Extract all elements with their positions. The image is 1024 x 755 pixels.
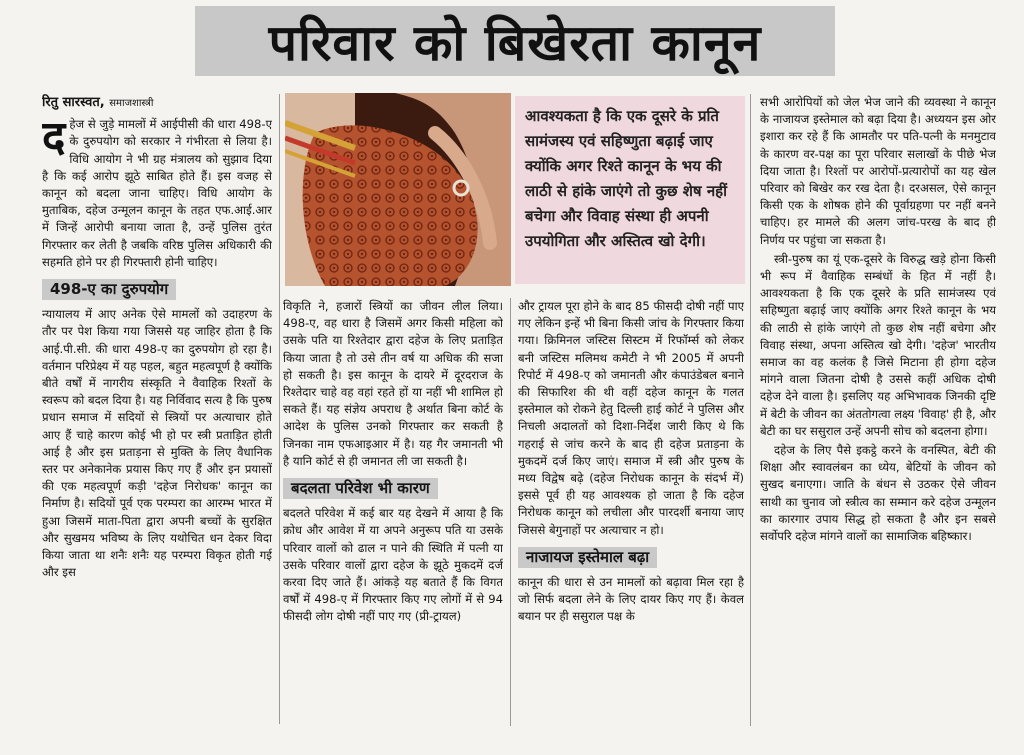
subhead-changing-environment: बदलता परिवेश भी कारण	[283, 478, 438, 499]
col2-paragraph-1: विकृति ने, हजारों स्त्रियों का जीवन लील लिया। 498-ए, वह धारा है जिसमें अगर किसी महिला को उसके पति या रिश्तेदार द्वारा दहेज के लिए प्रताड़ित किया जाता है तो उसे तीन वर्ष या अधिक की सजा हो सकती है। इस कानून के दायरे में दूरदराज के रिश्तेदार चाहे वह वहां रहते हों या नहीं भी शामिल हो सकते हैं। यह संज्ञेय अपराध है अर्थात बिना कोर्ट के आदेश के पुलिस उनको गिरफ्तार कर सकती है जिनका नाम एफआइआर में है। यह गैर जमानती भी है यानि कोर्ट से ही जमानत ली जा सकती है।	[283, 299, 503, 468]
column-3	[518, 298, 744, 728]
column-divider	[510, 298, 511, 726]
col1-paragraph-2: न्यायालय में आए अनेक ऐसे मामलों को उदाहरण के तौर पर पेश किया गया जिससे यह जाहिर होता है कि आई.पी.सी. की धारा 498-ए का दुरुपयोग हो रहा है। वर्तमान परिप्रेक्ष्य में यह पहल, बहुत महत्वपूर्ण है क्योंकि बीते वर्षों में नागरीय संस्कृति ने वैवाहिक रिश्तों के स्वरूप को बदल दिया है। यह निर्विवाद सत्य है कि पुरुष प्रधान समाज में सदियों से स्त्रियों पर अत्याचार होते आए हैं चाहे कारण कोई भी हो पर स्त्री प्रताड़ित होती आई है और इस प्रताड़ना से मुक्ति के लिए वैधानिक स्तर पर अनेकानेक प्रयास किए गए हैं और इन प्रयासों की एक महत्वपूर्ण कड़ी 'दहेज निरोधक' कानून का निर्माण है। सदियों पूर्व एक परम्परा का आरम्भ भारत में हुआ जिसमें माता-पिता द्वारा अपनी बच्चों के सुरक्षित और सुखमय भविष्य के लिए यथोचित धन देकर विदा किया जाता था शनैः शनैः यह परम्परा विकृत होती गई और इस	[42, 307, 272, 580]
column-1	[42, 94, 272, 734]
subhead-misuse: 498-ए का दुरुपयोग	[42, 279, 176, 300]
author-role: समाजशास्त्री	[109, 98, 154, 109]
article-headline: परिवार को बिखेरता कानून	[268, 14, 762, 72]
column-divider	[279, 94, 280, 724]
col4-paragraph-3: दहेज के लिए पैसे इकट्ठे करने के वनस्पित, बेटी की शिक्षा और स्वावलंबन का ध्येय, बेटियों के जीवन को सुखद बनाएगा। जाति के बंधन से उठकर ऐसे जीवन साथी का चुनाव जो स्त्रीत्व का सम्मान करे दहेज उन्मूलन का कारगार उपाय सिद्ध हो सकता है और इन सबसे सर्वोपरि दहेज मांगने वालों का सामाजिक बहिष्कार।	[760, 443, 996, 544]
bridal-hands-photo	[285, 93, 511, 286]
col3-paragraph-1: और ट्रायल पूरा होने के बाद 85 फीसदी दोषी नहीं पाए गए लेकिन इन्हें भी बिना किसी जांच के गिरफ्तार किया गया। क्रिमिनल जस्टिस सिस्टम में रिफॉर्म्स को लेकर बनी जस्टिस मलिमथ कमेटी ने भी 2005 में अपनी रिपोर्ट में 498-ए को जमानती और कंपाउंडेबल बनाने की सिफारिश की थी वहीं दहेज कानून के गलत इस्तेमाल को रोकने हेतु दिल्ली हाई कोर्ट ने पुलिस और निचली अदालतों को दिशा-निर्देश जारी किए थे कि गहराई से जांच करने के बाद ही दहेज प्रताड़ना के मुकदमें दर्ज किए जाएं। समाज में स्त्री और पुरुष के मध्य विद्वेष बढ़े (दहेज निरोधक कानून के संदर्भ में) इससे पूर्व ही यह आवश्यक हो जाता है कि दहेज निरोधक कानून को लचीला और पारदर्शी बनाया जाए जिससे बेगुनाहों पर अत्याचार न हो।	[518, 299, 744, 537]
column-4	[760, 94, 996, 734]
photo-illustration	[285, 93, 511, 286]
pull-quote: आवश्यकता है कि एक दूसरे के प्रति सामंजस्य एवं सहिष्णुता बढ़ाई जाए क्योंकि अगर रिश्ते कानून के भय की लाठी से हांके जाएंगे तो कुछ शेष नहीं बचेगा और विवाह संस्था ही अपनी उपयोगिता और अस्तित्व खो देगी।	[515, 96, 745, 284]
column-divider	[750, 94, 751, 726]
col4-paragraph-1: सभी आरोपियों को जेल भेज जाने की व्यवस्था ने कानून के नाजायज इस्तेमाल को बढ़ा दिया है। अध्ययन इस ओर इशारा कर रहे हैं कि आमतौर पर पति-पत्नी के मनमुटाव के कारण वर-पक्ष का पूरा परिवार सलाखों के पीछे भेज दिया जाता है। रिश्तों पर आरोपों-प्रत्यारोपों का यह खेल परिवार को बिखेर कर रख देता है। दरअसल, ऐसे कानून किसी एक के शोषक होने की पूर्वाग्रहणा पर नहीं बनने चाहिए। हर मामले की अलग जांच-परख के बाद ही निर्णय पर पहुंचा जा सकता है।	[760, 95, 996, 247]
col2-paragraph-2: बदलते परिवेश में कई बार यह देखने में आया है कि क्रोध और आवेश में या अपने अनुरूप पति या उसके परिवार वालों को ढाल न पाने की स्थिति में पत्नी या उसके परिवार वालों द्वारा दहेज के झूठे मुकदमें दर्ज करवा दिए जाते हैं। आंकड़े यह बताते हैं कि विगत वर्षों में 498-ए में गिरफ्तार किए गए लोगों में से 94 फीसदी लोग दोषी नहीं पाए गए (प्री-ट्रायल)	[283, 506, 503, 624]
author-name: रितु सारस्वत,	[42, 95, 105, 110]
headline-band	[195, 6, 835, 76]
byline	[42, 94, 272, 112]
subhead-unlawful-use: नाजायज इस्तेमाल बढ़ा	[518, 547, 657, 568]
col4-paragraph-2: स्त्री-पुरुष का यूं एक-दूसरे के विरुद्ध खड़े होना किसी भी रूप में वैवाहिक सम्बंधों के हित में नहीं है। आवश्यकता है कि एक दूसरे के प्रति सामंजस्य एवं सहिष्णुता बढ़ाई जाए क्योंकि अगर रिश्ते कानून के भय की लाठी से हांके जाएंगे तो कुछ शेष नहीं बचेगा और विवाह संस्था, अपना अस्तित्व खो देगी। 'दहेज' भारतीय समाज का वह कलंक है जिसे मिटाना ही होगा दहेज मांगने वाला जितना दोषी है उससे कहीं अधिक दोषी दहेज देने वाला है। इसलिए यह अभिभावक जिनकी दृष्टि में बेटी के जीवन का अंततोगत्वा लक्ष्य 'विवाह' ही है, और बेटी का घर ससुराल उन्हें अपनी सोच को बदलना होगा।	[760, 251, 996, 438]
col3-paragraph-2: कानून की धारा से उन मामलों को बढ़ावा मिल रहा है जो सिर्फ बदला लेने के लिए दायर किए गए हैं। केवल बयान पर ही ससुराल पक्ष के	[518, 575, 744, 624]
intro-text: हेज से जुड़े मामलों में आईपीसी की धारा 498-ए के दुरुपयोग को सरकार ने गंभीरता से लिया है। विधि आयोग ने भी ग्रह मंत्रालय को सुझाव दिया है कि कई आरोप झूठे साबित होते हैं। इस वजह से कानून को बदला जाना चाहिए। विधि आयोग के मुताबिक, दहेज उन्मूलन कानून के तहत एफ.आई.आर में जिन्हें आरोपी बनाया जाता है, उन्हें पुलिस तुरंत गिरफ्तार कर लेती है जबकि वरिष्ठ पुलिस अधिकारी की सहमति होने पर ही गिरफ्तारी होनी चाहिए।	[42, 117, 272, 269]
intro-paragraph	[42, 112, 272, 271]
column-2	[283, 298, 503, 728]
drop-cap: द	[42, 112, 66, 164]
